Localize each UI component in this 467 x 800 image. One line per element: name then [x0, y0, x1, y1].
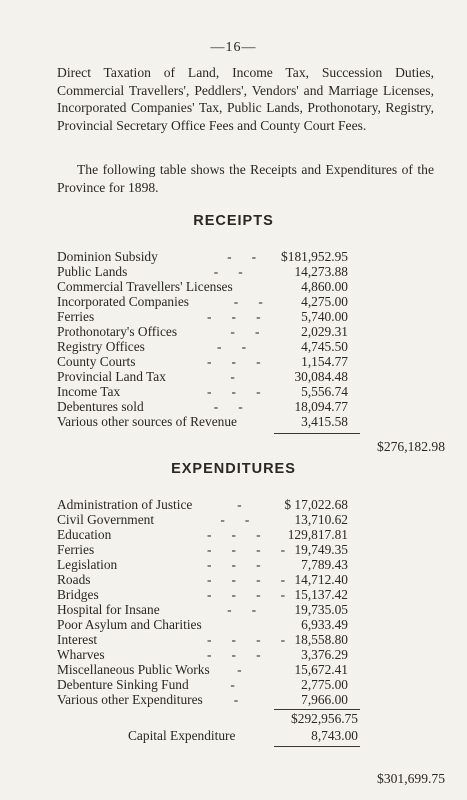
table-row — [57, 512, 457, 527]
row-amount: 5,740.00 — [301, 309, 348, 324]
row-amount: 2,775.00 — [301, 677, 348, 692]
row-label: Debenture Sinking Fund — [57, 677, 189, 692]
row-label: Education — [57, 527, 112, 542]
row-label: Dominion Subsidy — [57, 249, 158, 264]
row-leader: - - — [207, 512, 250, 527]
table-row — [57, 572, 457, 587]
row-leader: - - — [207, 324, 260, 339]
expenditures-total-rule — [274, 746, 360, 747]
row-leader: - - - - — [207, 572, 286, 587]
table-row — [57, 324, 457, 339]
row-leader: - - — [207, 294, 263, 309]
table-row — [57, 602, 457, 617]
row-leader: - - - — [207, 647, 261, 662]
table-row — [57, 692, 457, 707]
expenditures-subtotal: $292,956.75 — [291, 711, 358, 726]
table-row — [57, 309, 457, 324]
table-intro-paragraph: The following table shows the Receipts and Expenditures of the Province for 1898. — [57, 162, 434, 195]
row-leader: - — [207, 662, 242, 677]
table-row — [57, 527, 457, 542]
row-amount: 4,860.00 — [301, 279, 348, 294]
row-amount: 7,966.00 — [301, 692, 348, 707]
row-leader: - - - — [207, 557, 261, 572]
table-row — [57, 339, 457, 354]
row-label: Ferries — [57, 542, 95, 557]
table-row — [57, 414, 457, 429]
table-row — [57, 354, 457, 369]
row-label: Civil Government — [57, 512, 155, 527]
capital-expenditure-amount: 8,743.00 — [311, 728, 358, 743]
row-amount: 129,817.81 — [287, 527, 348, 542]
table-row — [57, 264, 457, 279]
row-amount: 4,275.00 — [301, 294, 348, 309]
row-amount: 6,933.49 — [301, 617, 348, 632]
row-leader: - - — [207, 249, 257, 264]
receipts-table — [57, 249, 457, 429]
table-row — [57, 617, 457, 632]
row-label: Income Tax — [57, 384, 121, 399]
expenditures-heading: EXPENDITURES — [171, 461, 296, 477]
row-leader: - — [207, 677, 235, 692]
row-amount: 3,376.29 — [301, 647, 348, 662]
row-amount: 14,273.88 — [294, 264, 348, 279]
row-leader: - — [207, 369, 235, 384]
row-leader: - - - — [207, 354, 261, 369]
expenditures-table — [57, 497, 457, 707]
table-row — [57, 677, 457, 692]
row-amount: 15,672.41 — [294, 662, 348, 677]
capital-expenditure-label: Capital Expenditure — [128, 728, 236, 743]
table-row — [57, 497, 457, 512]
row-leader: - - - - — [207, 632, 286, 647]
row-label: Commercial Travellers' Licenses — [57, 279, 233, 294]
row-label: Miscellaneous Public Works — [57, 662, 210, 677]
row-amount: 15,137.42 — [294, 587, 348, 602]
table-row — [57, 542, 457, 557]
table-row — [57, 249, 457, 264]
row-leader: - - - — [207, 384, 261, 399]
row-amount: 13,710.62 — [294, 512, 348, 527]
row-leader: - - - - — [207, 542, 286, 557]
receipts-total: $276,182.98 — [377, 439, 445, 454]
row-leader: - - — [207, 264, 243, 279]
row-label: Public Lands — [57, 264, 128, 279]
table-row — [57, 399, 457, 414]
row-label: Roads — [57, 572, 91, 587]
row-label: Legislation — [57, 557, 118, 572]
row-leader: - - - — [207, 527, 261, 542]
row-amount: 2,029.31 — [301, 324, 348, 339]
row-label: Bridges — [57, 587, 99, 602]
row-amount: 19,735.05 — [294, 602, 348, 617]
row-label: Debentures sold — [57, 399, 144, 414]
table-row — [57, 662, 457, 677]
row-amount: 4,745.50 — [301, 339, 348, 354]
expenditures-subtotal-rule — [274, 709, 360, 710]
table-row — [57, 369, 457, 384]
row-amount: 30,084.48 — [294, 369, 348, 384]
table-row — [57, 587, 457, 602]
row-label: Incorporated Companies — [57, 294, 190, 309]
table-row — [57, 647, 457, 662]
row-label: Various other sources of Revenue — [57, 414, 237, 429]
row-label: Interest — [57, 632, 98, 647]
table-row — [57, 384, 457, 399]
receipts-total-rule — [274, 433, 360, 434]
row-label: County Courts — [57, 354, 136, 369]
table-row — [57, 557, 457, 572]
row-leader: - - - — [207, 309, 261, 324]
row-label: Wharves — [57, 647, 105, 662]
row-amount: $181,952.95 — [281, 249, 348, 264]
row-leader: - — [207, 497, 242, 512]
row-label: Hospital for Insane — [57, 602, 160, 617]
row-leader: - - — [207, 399, 243, 414]
row-amount: 18,094.77 — [294, 399, 348, 414]
table-row — [57, 632, 457, 647]
row-label: Registry Offices — [57, 339, 145, 354]
row-amount: 19,749.35 — [294, 542, 348, 557]
row-amount: 18,558.80 — [294, 632, 348, 647]
page-number: —16— — [210, 40, 257, 55]
row-leader: - - — [207, 339, 247, 354]
row-label: Poor Asylum and Charities — [57, 617, 202, 632]
row-label: Administration of Justice — [57, 497, 193, 512]
expenditures-total: $301,699.75 — [377, 771, 445, 786]
table-row — [57, 294, 457, 309]
row-amount: 5,556.74 — [301, 384, 348, 399]
row-label: Various other Expenditures — [57, 692, 203, 707]
receipts-heading: RECEIPTS — [193, 213, 274, 229]
row-amount: 14,712.40 — [294, 572, 348, 587]
intro-paragraph: Direct Taxation of Land, Income Tax, Succession Duties, Commercial Travellers', Peddlers', Vendors' and Marriage Licenses, Incorporated Companies' Tax, Public Lands, Prothonotary, Registry, Provincial Secretary Office Fees and County Court Fees. — [57, 65, 434, 133]
row-leader: - - — [207, 602, 257, 617]
table-row — [57, 279, 457, 294]
row-label: Ferries — [57, 309, 95, 324]
row-amount: 3,415.58 — [301, 414, 348, 429]
row-leader: - - - - — [207, 587, 286, 602]
row-label: Prothonotary's Offices — [57, 324, 178, 339]
row-amount: $ 17,022.68 — [284, 497, 348, 512]
row-leader: - — [207, 692, 239, 707]
row-label: Provincial Land Tax — [57, 369, 166, 384]
row-amount: 1,154.77 — [301, 354, 348, 369]
row-amount: 7,789.43 — [301, 557, 348, 572]
